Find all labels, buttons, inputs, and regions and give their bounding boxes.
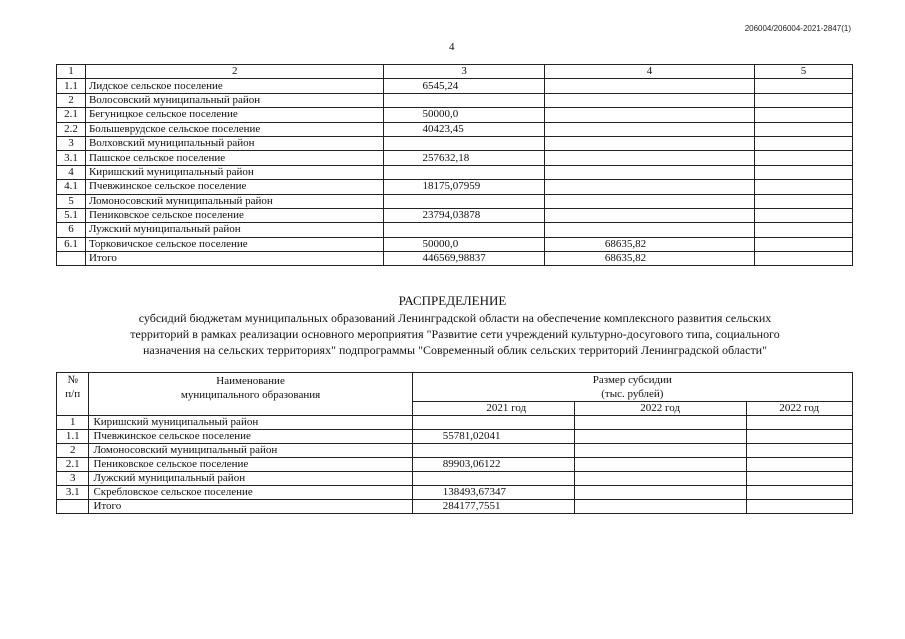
header-number-line: № [67, 374, 78, 386]
table-cell [755, 79, 853, 93]
column-number: 1 [57, 65, 86, 79]
table-cell: 68635,82 [544, 252, 754, 266]
table-cell: Бегуницкое сельское поселение [85, 108, 383, 122]
header-size-line: (тыс. рублей) [601, 388, 664, 400]
table-cell [384, 165, 544, 179]
table-cell: 50000,0 [384, 108, 544, 122]
distribution-table [56, 372, 853, 514]
column-number: 4 [544, 65, 754, 79]
table-cell [755, 136, 853, 150]
table-cell [755, 208, 853, 222]
table-cell: 3 [57, 136, 86, 150]
table-cell: 50000,0 [384, 237, 544, 251]
header-name [89, 373, 412, 416]
column-number: 5 [755, 65, 853, 79]
table-row [57, 223, 853, 237]
table-cell [755, 194, 853, 208]
table-cell [746, 430, 853, 444]
table-row [57, 472, 853, 486]
table-cell: Волховский муниципальный район [85, 136, 383, 150]
page-number: 4 [449, 41, 455, 53]
table-cell: Волосовский муниципальный район [85, 93, 383, 107]
table-cell [755, 223, 853, 237]
table-cell [544, 165, 754, 179]
table-cell [746, 486, 853, 500]
header-size-line: Размер субсидии [592, 374, 672, 386]
table-cell: 6545,24 [384, 79, 544, 93]
table-cell: 6.1 [57, 237, 86, 251]
table-cell: Пашское сельское поселение [85, 151, 383, 165]
table-cell [544, 208, 754, 222]
table-cell [412, 472, 574, 486]
table-header-row [57, 373, 853, 402]
table-cell: Ломоносовский муниципальный район [89, 444, 412, 458]
header-year: 2021 год [412, 402, 574, 416]
table-row [57, 165, 853, 179]
table-cell: 1.1 [57, 79, 86, 93]
header-number-line: п/п [65, 388, 81, 400]
header-subsidy-size [412, 373, 852, 402]
table-cell [746, 444, 853, 458]
subtitle-line: территорий в рамках реализации основного мероприятия "Развитие сети учреждений культурно-досугового типа, социального [130, 327, 780, 341]
table-cell [755, 122, 853, 136]
table-cell [746, 500, 853, 514]
table-row [57, 208, 853, 222]
table-cell: 4.1 [57, 180, 86, 194]
table-cell: Пениковское сельское поселение [85, 208, 383, 222]
table-cell: 6 [57, 223, 86, 237]
table-row [57, 79, 853, 93]
table-cell: 1 [57, 416, 89, 430]
table-cell: Скребловское сельское поселение [89, 486, 412, 500]
table-cell [544, 151, 754, 165]
table-cell [544, 223, 754, 237]
table-cell [544, 108, 754, 122]
table-cell: Пчевжинское сельское поселение [85, 180, 383, 194]
table-cell: 40423,45 [384, 122, 544, 136]
table-cell: 5.1 [57, 208, 86, 222]
table-cell [746, 472, 853, 486]
table-cell: 1.1 [57, 430, 89, 444]
table-cell [544, 93, 754, 107]
table-cell [574, 486, 746, 500]
table-cell [755, 180, 853, 194]
table-cell [574, 416, 746, 430]
table-cell [574, 500, 746, 514]
table-row [57, 151, 853, 165]
table-row [57, 108, 853, 122]
table-row [57, 444, 853, 458]
section-subtitle [60, 310, 850, 358]
table-cell [57, 500, 89, 514]
table-cell [544, 136, 754, 150]
table-cell: Лужский муниципальный район [85, 223, 383, 237]
table-cell [755, 237, 853, 251]
table-cell: 23794,03878 [384, 208, 544, 222]
table-cell [574, 430, 746, 444]
table-cell [746, 416, 853, 430]
table-row [57, 500, 853, 514]
table-cell [384, 136, 544, 150]
table-row [57, 237, 853, 251]
table-cell: 55781,02041 [412, 430, 574, 444]
table-cell: 18175,07959 [384, 180, 544, 194]
table-cell: 2.1 [57, 458, 89, 472]
subtitle-line: назначения на сельских территориях" подпрограммы "Современный облик сельских территорий Ленинградской области" [142, 343, 768, 357]
table-cell: 4 [57, 165, 86, 179]
table-row [57, 122, 853, 136]
header-number [57, 373, 89, 416]
table-cell [544, 180, 754, 194]
table-cell: Итого [89, 500, 412, 514]
table-cell: 2 [57, 93, 86, 107]
table-cell: Киришский муниципальный район [89, 416, 412, 430]
table-cell: 284177,7551 [412, 500, 574, 514]
table-row [57, 252, 853, 266]
table-cell: Торковичское сельское поселение [85, 237, 383, 251]
table-cell [412, 444, 574, 458]
table-row [57, 194, 853, 208]
table-cell: Киришский муниципальный район [85, 165, 383, 179]
column-number: 2 [85, 65, 383, 79]
document-id: 206004/206004-2021-2847(1) [744, 24, 851, 33]
table-cell: 68635,82 [544, 237, 754, 251]
table-cell [755, 165, 853, 179]
header-year: 2022 год [574, 402, 746, 416]
table-cell [574, 458, 746, 472]
table-row [57, 430, 853, 444]
table-row [57, 136, 853, 150]
table-row [57, 486, 853, 500]
table-cell [57, 252, 86, 266]
table-row [57, 458, 853, 472]
table-cell: Ломоносовский муниципальный район [85, 194, 383, 208]
section-title: РАСПРЕДЕЛЕНИЕ [398, 293, 507, 308]
table-column-numbers-row [57, 65, 853, 79]
table-cell: 2.1 [57, 108, 86, 122]
table-cell: 257632,18 [384, 151, 544, 165]
table-cell [544, 122, 754, 136]
table-cell: 138493,67347 [412, 486, 574, 500]
table-cell: 3.1 [57, 151, 86, 165]
table-row [57, 180, 853, 194]
header-name-line: Наименование [216, 375, 285, 387]
table-cell: 2.2 [57, 122, 86, 136]
table-row [57, 416, 853, 430]
table-cell: 446569,98837 [384, 252, 544, 266]
table-cell [544, 194, 754, 208]
header-name-line: муниципального образования [180, 389, 321, 401]
table-cell: Пчевжинское сельское поселение [89, 430, 412, 444]
table-cell [384, 194, 544, 208]
table-cell [746, 458, 853, 472]
table-cell [544, 79, 754, 93]
table-cell: Итого [85, 252, 383, 266]
column-number: 3 [384, 65, 544, 79]
table-cell: Лидское сельское поселение [85, 79, 383, 93]
table-cell [755, 108, 853, 122]
table-cell [755, 252, 853, 266]
table-cell: Лужский муниципальный район [89, 472, 412, 486]
table-cell [412, 416, 574, 430]
table-cell: 2 [57, 444, 89, 458]
table-cell [574, 472, 746, 486]
table-cell [384, 93, 544, 107]
header-year: 2022 год [746, 402, 853, 416]
table-cell: Большеврудское сельское поселение [85, 122, 383, 136]
table-cell: 3.1 [57, 486, 89, 500]
table-cell: 89903,06122 [412, 458, 574, 472]
subtitle-line: субсидий бюджетам муниципальных образований Ленинградской области на обеспечение комплексного развития сельских [138, 311, 772, 325]
table-row [57, 93, 853, 107]
table-cell [384, 223, 544, 237]
table-cell: 5 [57, 194, 86, 208]
continuation-table [56, 64, 853, 266]
table-cell [755, 93, 853, 107]
table-cell [574, 444, 746, 458]
table-cell [755, 151, 853, 165]
table-cell: 3 [57, 472, 89, 486]
table-cell: Пениковское сельское поселение [89, 458, 412, 472]
